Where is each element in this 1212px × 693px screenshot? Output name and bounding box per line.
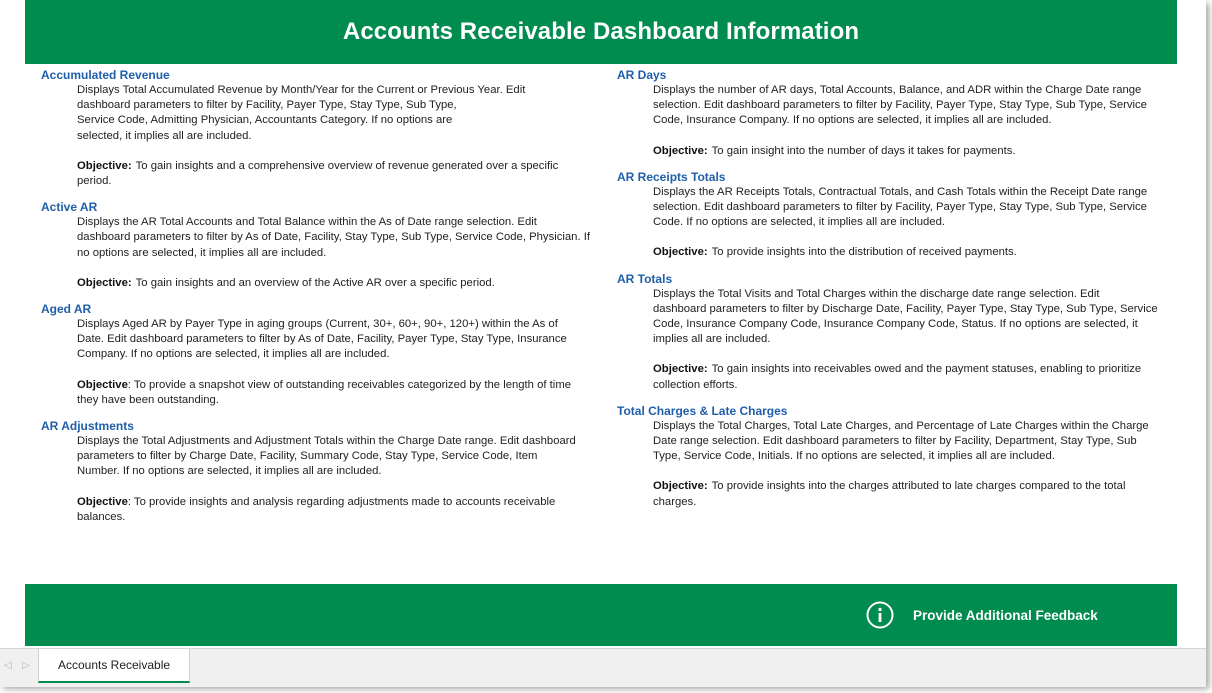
objective-label: Objective:	[653, 363, 708, 376]
objective-text: To gain insights into receivables owed and the payment statuses, enabling to prioritize	[711, 363, 1142, 376]
info-section	[41, 419, 611, 525]
description-line: Company. If no options are selected, it implies all are included.	[77, 348, 390, 361]
objective-text: : To provide a snapshot view of outstanding receivables categorized by the length of time	[127, 378, 572, 391]
objective-line: charges.	[653, 495, 697, 508]
section-body	[653, 83, 1179, 159]
section-title: Aged AR	[41, 302, 92, 317]
description-line: Displays the AR Receipts Totals, Contractual Totals, and Cash Totals within the Receipt Date range	[653, 185, 1148, 198]
section-body	[653, 287, 1179, 393]
description-line: Service Code, Admitting Physician, Accountants Category. If no options are	[77, 114, 453, 127]
section-title: Accumulated Revenue	[41, 68, 170, 82]
description-line: Code. If no options are selected, it implies all are included.	[653, 216, 945, 229]
footer-banner	[25, 584, 1177, 646]
info-section	[41, 200, 611, 291]
sheet-tab-bar	[0, 648, 1206, 687]
description-line: Displays the Total Charges, Total Late Charges, and Percentage of Late Charges within the Charge	[653, 419, 1149, 432]
section-title: AR Adjustments	[41, 419, 134, 434]
description-line: Code, Insurance Company. If no options are selected, it implies all are included.	[653, 114, 1052, 127]
page-title: Accounts Receivable Dashboard Information	[342, 18, 860, 45]
objective-line: period.	[77, 175, 112, 188]
info-section	[41, 302, 611, 408]
section-title: AR Totals	[617, 271, 673, 286]
section-body	[77, 434, 611, 525]
description-line: selection. Edit dashboard parameters to filter by Facility, Payer Type, Stay Type, Sub Type, Service	[653, 99, 1147, 112]
objective-label: Objective:	[77, 159, 132, 172]
description-line: no options are selected, it implies all are included.	[77, 246, 327, 259]
description-line: Date. Edit dashboard parameters to filter by As of Date, Facility, Payer Type, Stay Type, Insurance	[77, 333, 567, 346]
info-section	[617, 404, 1179, 510]
scroll-left-arrow-icon[interactable]: ◁	[4, 660, 12, 671]
objective-label: Objective:	[77, 276, 132, 289]
objective-line: they have been outstanding.	[77, 393, 219, 406]
scroll-right-arrow-icon[interactable]: ▷	[22, 660, 30, 671]
objective-line	[77, 378, 611, 393]
description-line: dashboard parameters to filter by Facility, Payer Type, Stay Type, Sub Type,	[77, 99, 457, 112]
description-line: Displays Total Accumulated Revenue by Month/Year for the Current or Previous Year. Edit	[77, 84, 526, 96]
section-body	[653, 185, 1179, 261]
description-line: dashboard parameters to filter by Discharge Date, Facility, Payer Type, Stay Type, Sub Type, Service	[653, 302, 1158, 315]
objective-line	[653, 479, 1179, 494]
description-line: Displays the number of AR days, Total Accounts, Balance, and ADR within the Charge Date range	[653, 84, 1142, 96]
description-line: implies all are included.	[653, 333, 771, 346]
description-line: Displays the Total Visits and Total Charges within the discharge date range selection. Edit	[653, 287, 1100, 300]
info-section	[41, 68, 611, 189]
description-line: Displays Aged AR by Payer Type in aging groups (Current, 30+, 60+, 90+, 120+) within the As of	[77, 318, 558, 331]
objective-line	[653, 144, 1179, 159]
objective-line	[77, 495, 611, 510]
objective-text: : To provide insights and analysis regarding adjustments made to accounts receivable	[127, 495, 556, 508]
objective-label: Objective	[77, 495, 128, 508]
section-body	[653, 419, 1179, 510]
left-column	[41, 68, 611, 536]
section-body	[77, 215, 611, 291]
right-column	[617, 68, 1179, 521]
description-line: parameters to filter by Charge Date, Facility, Summary Code, Stay Type, Service Code, Item	[77, 450, 538, 463]
objective-label: Objective:	[653, 246, 708, 259]
info-icon[interactable]	[866, 601, 894, 629]
objective-label: Objective:	[653, 144, 708, 157]
objective-line: balances.	[77, 510, 126, 523]
description-line: Code, Insurance Company Code, Insurance Company Code, Status. If no options are selected, it	[653, 318, 1138, 331]
description-line: Number. If no options are selected, it implies all are included.	[77, 465, 382, 478]
description-line: Displays the AR Total Accounts and Total Balance within the As of Date range selection. Edit	[77, 216, 537, 229]
section-title: Total Charges & Late Charges	[617, 403, 788, 418]
info-section	[617, 170, 1179, 261]
info-section	[617, 272, 1179, 393]
objective-line: collection efforts.	[653, 378, 738, 391]
section-body	[77, 317, 611, 408]
section-title: AR Receipts Totals	[617, 169, 726, 184]
objective-line	[77, 159, 611, 174]
feedback-label[interactable]: Provide Additional Feedback	[913, 607, 1098, 623]
section-title: Active AR	[41, 200, 98, 215]
description-line: Displays the Total Adjustments and Adjustment Totals within the Charge Date range. Edit dashboard	[77, 435, 576, 448]
objective-text: To gain insights and a comprehensive overview of revenue generated over a specific	[135, 159, 559, 172]
section-body	[77, 83, 611, 189]
objective-label: Objective:	[653, 480, 708, 493]
objective-label: Objective	[77, 378, 128, 391]
section-title: AR Days	[617, 68, 667, 82]
description-line: selected, it implies all are included.	[77, 129, 252, 142]
objective-line	[653, 245, 1179, 260]
objective-line	[653, 362, 1179, 377]
description-line: dashboard parameters to filter by As of Date, Facility, Stay Type, Sub Type, Service Code, Physician. If	[77, 231, 591, 244]
objective-text: To gain insight into the number of days it takes for payments.	[711, 144, 1016, 157]
tab-label[interactable]: Accounts Receivable	[57, 658, 171, 672]
description-line: Type, Service Code, Initials. If no options are selected, it implies all are included.	[653, 450, 1055, 463]
info-section	[617, 68, 1179, 159]
objective-text: To gain insights and an overview of the Active AR over a specific period.	[135, 276, 495, 289]
objective-text: To provide insights into the charges attributed to late charges compared to the total	[711, 480, 1126, 493]
description-line: selection. Edit dashboard parameters to filter by Facility, Payer Type, Stay Type, Sub Type, Service	[653, 201, 1147, 214]
description-line: Date range selection. Edit dashboard parameters to filter by Facility, Department, Stay Type, Sub	[653, 435, 1137, 448]
provide-feedback-button[interactable]	[866, 600, 1098, 630]
objective-text: To provide insights into the distribution of received payments.	[711, 246, 1017, 259]
objective-line	[77, 276, 611, 291]
tab-accounts-receivable[interactable]	[38, 649, 190, 683]
header-banner	[25, 0, 1177, 64]
